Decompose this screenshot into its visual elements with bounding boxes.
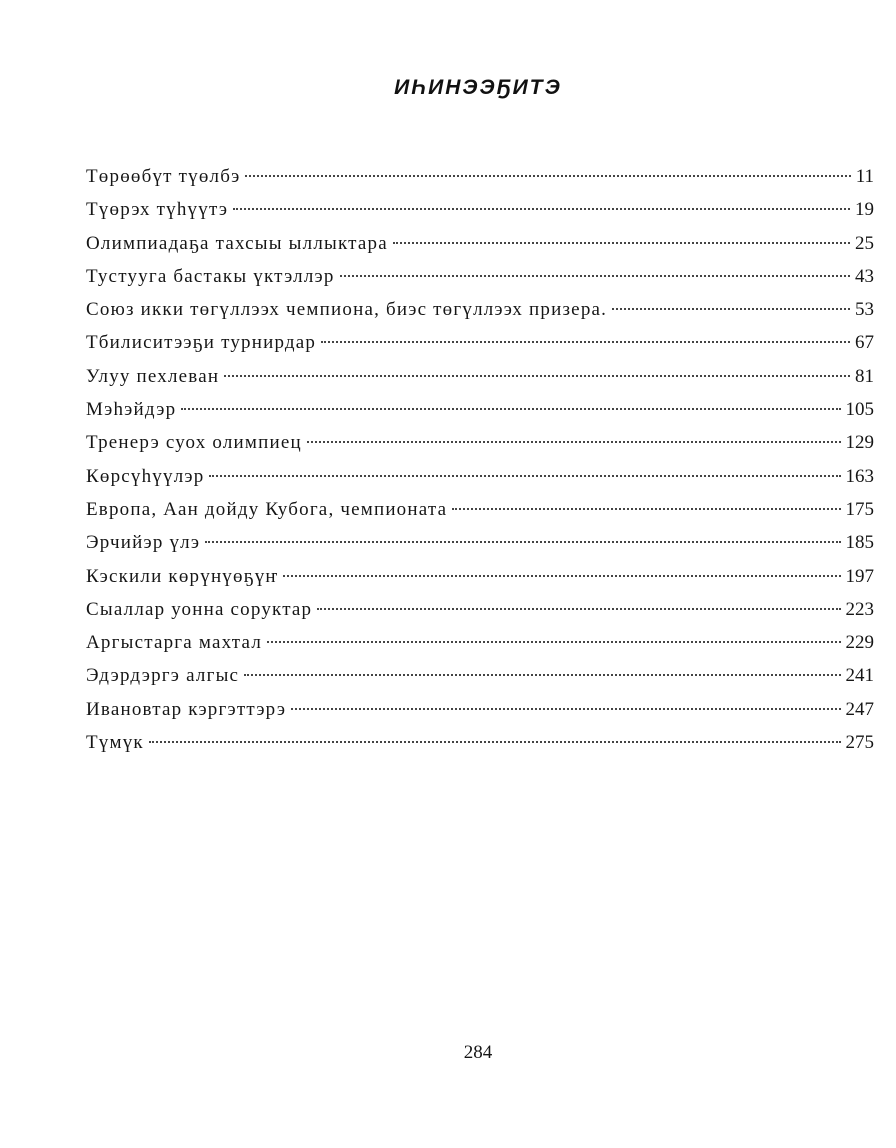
- toc-entry: [86, 593, 874, 626]
- page-number: 284: [463, 1042, 493, 1063]
- toc-entry-title: Тустууга бастакы үктэллэр: [86, 265, 335, 287]
- toc-entry-title: Союз икки төгүллээх чемпиона, биэс төгүллээх призера.: [86, 299, 608, 321]
- dot-leader: [612, 308, 850, 310]
- toc-entry-title: Эрчийэр үлэ: [86, 532, 201, 554]
- toc-entry-page: 223: [845, 598, 874, 620]
- dot-leader: [321, 341, 850, 343]
- toc-entry-page: 197: [845, 565, 874, 587]
- table-of-contents: [86, 160, 874, 759]
- dot-leader: [233, 208, 850, 210]
- dot-leader: [224, 375, 850, 377]
- dot-leader: [307, 441, 841, 443]
- dot-leader: [340, 275, 850, 277]
- toc-entry: [86, 493, 874, 526]
- toc-entry-page: 105: [845, 399, 874, 421]
- dot-leader: [205, 541, 840, 543]
- toc-entry-page: 43: [855, 265, 874, 287]
- toc-entry-page: 185: [845, 532, 874, 554]
- toc-entry-page: 19: [855, 199, 874, 221]
- toc-entry: [86, 393, 874, 426]
- toc-entry: [86, 326, 874, 359]
- toc-entry: [86, 426, 874, 459]
- toc-entry: [86, 227, 874, 260]
- toc-entry-page: 241: [845, 665, 874, 687]
- toc-entry-page: 229: [845, 632, 874, 654]
- toc-entry-title: Ивановтар кэргэттэрэ: [86, 698, 287, 720]
- toc-entry: [86, 526, 874, 559]
- toc-entry-page: 11: [855, 166, 874, 187]
- toc-entry-page: 129: [845, 432, 874, 454]
- dot-leader: [267, 641, 840, 643]
- contents-heading: ИҺИНЭЭҔИТЭ: [394, 76, 562, 99]
- toc-entry-title: Тренерэ суох олимпиец: [86, 432, 302, 454]
- toc-entry-title: Эдэрдэргэ алгыс: [86, 665, 240, 687]
- toc-entry-title: Аргыстарга махтал: [86, 632, 263, 654]
- toc-entry-title: Түөрэх түһүүтэ: [86, 199, 229, 221]
- dot-leader: [245, 175, 850, 177]
- toc-entry-title: Тбилиситээҕи турнирдар: [86, 332, 317, 354]
- toc-entry-page: 67: [855, 332, 874, 354]
- toc-entry-title: Европа, Аан дойду Кубога, чемпионата: [86, 498, 448, 520]
- toc-entry-page: 275: [845, 732, 874, 754]
- dot-leader: [452, 508, 840, 510]
- toc-entry-page: 247: [845, 698, 874, 720]
- toc-entry: [86, 460, 874, 493]
- dot-leader: [317, 608, 840, 610]
- toc-entry-page: 81: [855, 365, 874, 387]
- toc-entry-page: 175: [845, 498, 874, 520]
- toc-entry: [86, 160, 874, 193]
- toc-entry-title: Сыаллар уонна соруктар: [86, 598, 313, 620]
- toc-entry-page: 25: [855, 232, 874, 254]
- toc-entry: [86, 560, 874, 593]
- toc-entry-title: Олимпиадаҕа тахсыы ыллыктара: [86, 232, 388, 254]
- toc-entry-page: 53: [855, 299, 874, 321]
- toc-entry-title: Улуу пехлеван: [86, 365, 220, 387]
- toc-entry: [86, 659, 874, 692]
- toc-entry-title: Көрсүһүүлэр: [86, 465, 205, 487]
- dot-leader: [244, 674, 840, 676]
- toc-entry: [86, 726, 874, 759]
- dot-leader: [149, 741, 841, 743]
- dot-leader: [393, 242, 850, 244]
- toc-entry: [86, 626, 874, 659]
- dot-leader: [209, 475, 840, 477]
- dot-leader: [283, 575, 840, 577]
- toc-entry-title: Кэскили көрүнүөҕүҥ: [86, 565, 279, 587]
- toc-entry: [86, 693, 874, 726]
- toc-entry: [86, 293, 874, 326]
- dot-leader: [291, 708, 840, 710]
- toc-entry: [86, 193, 874, 226]
- toc-entry-title: Мэһэйдэр: [86, 399, 177, 421]
- toc-entry: [86, 360, 874, 393]
- toc-entry-title: Төрөөбүт түөлбэ: [86, 166, 241, 187]
- dot-leader: [181, 408, 840, 410]
- toc-entry-page: 163: [845, 465, 874, 487]
- toc-entry-title: Түмүк: [86, 732, 144, 754]
- toc-entry: [86, 260, 874, 293]
